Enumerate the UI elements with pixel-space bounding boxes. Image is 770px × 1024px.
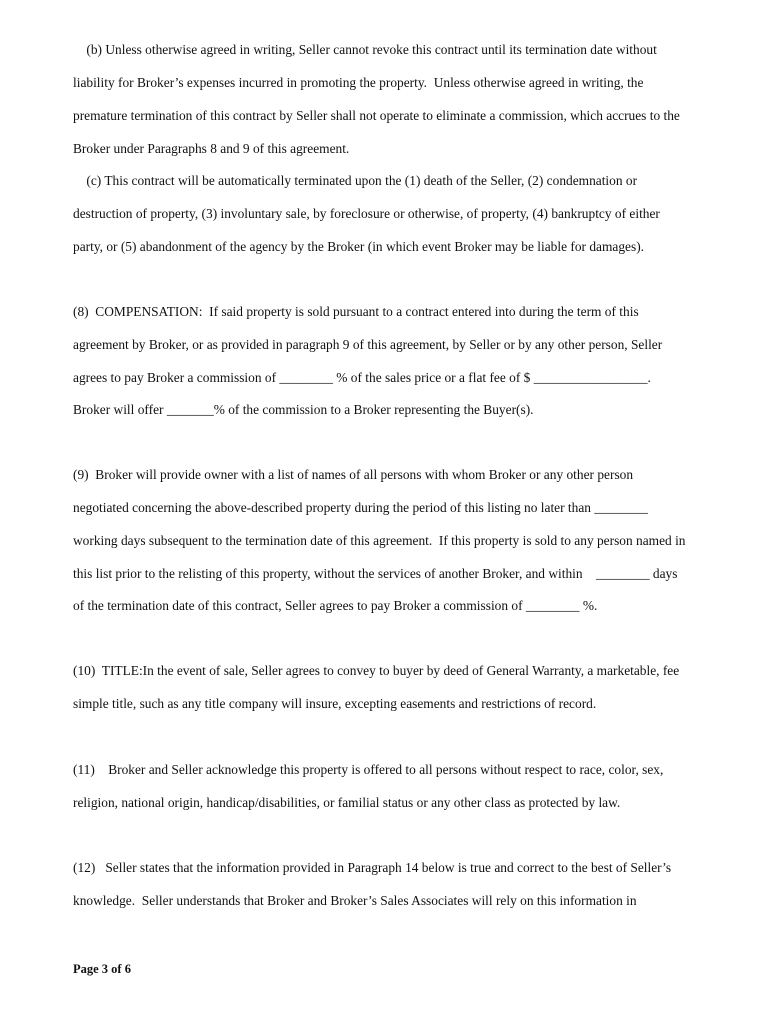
text-line: of the termination date of this contract, Seller agrees to pay Broker a commission of ________ %. xyxy=(73,598,598,613)
text-line: (8) COMPENSATION: If said property is sold pursuant to a contract entered into during the term of this xyxy=(73,304,639,319)
text-line: Broker will offer _______% of the commission to a Broker representing the Buyer(s). xyxy=(73,402,534,417)
text-line: party, or (5) abandonment of the agency by the Broker (in which event Broker may be liable for damages). xyxy=(73,239,645,254)
text-line: working days subsequent to the termination date of this agreement. If this property is sold to any person named in xyxy=(73,533,686,548)
text-line: Broker under Paragraphs 8 and 9 of this agreement. xyxy=(73,141,350,156)
text-line: destruction of property, (3) involuntary sale, by foreclosure or otherwise, of property, (4) bankruptcy of either xyxy=(73,206,660,221)
text-line: this list prior to the relisting of this property, without the services of another Broker, and within ________ days xyxy=(73,566,678,581)
text-line: (12) Seller states that the information provided in Paragraph 14 below is true and correct to the best of Seller’s xyxy=(73,860,672,875)
page-number-footer: Page 3 of 6 xyxy=(73,962,131,976)
text-line: agrees to pay Broker a commission of ________ % of the sales price or a flat fee of $ _________________. xyxy=(73,370,651,385)
text-line: liability for Broker’s expenses incurred in promoting the property. Unless otherwise agreed in writing, the xyxy=(73,75,644,90)
text-line: (9) Broker will provide owner with a list of names of all persons with whom Broker or any other person xyxy=(73,467,634,482)
text-line: premature termination of this contract by Seller shall not operate to eliminate a commission, which accrues to the xyxy=(73,108,680,123)
text-line: knowledge. Seller understands that Broker and Broker’s Sales Associates will rely on this information in xyxy=(73,893,637,908)
text-line: (c) This contract will be automatically terminated upon the (1) death of the Seller, (2) condemnation or xyxy=(73,173,638,188)
text-line: religion, national origin, handicap/disabilities, or familial status or any other class as protected by law. xyxy=(73,795,621,810)
text-line: (10) TITLE:In the event of sale, Seller agrees to convey to buyer by deed of General Warranty, a marketable, fee xyxy=(73,663,680,678)
text-line: (11) Broker and Seller acknowledge this property is offered to all persons without respect to race, color, sex, xyxy=(73,762,664,777)
text-line: (b) Unless otherwise agreed in writing, Seller cannot revoke this contract until its termination date without xyxy=(73,42,657,57)
text-line: simple title, such as any title company will insure, excepting easements and restrictions of record. xyxy=(73,696,597,711)
text-line: negotiated concerning the above-described property during the period of this listing no later than ________ xyxy=(73,500,648,515)
text-line: agreement by Broker, or as provided in paragraph 9 of this agreement, by Seller or by any other person, Seller xyxy=(73,337,663,352)
